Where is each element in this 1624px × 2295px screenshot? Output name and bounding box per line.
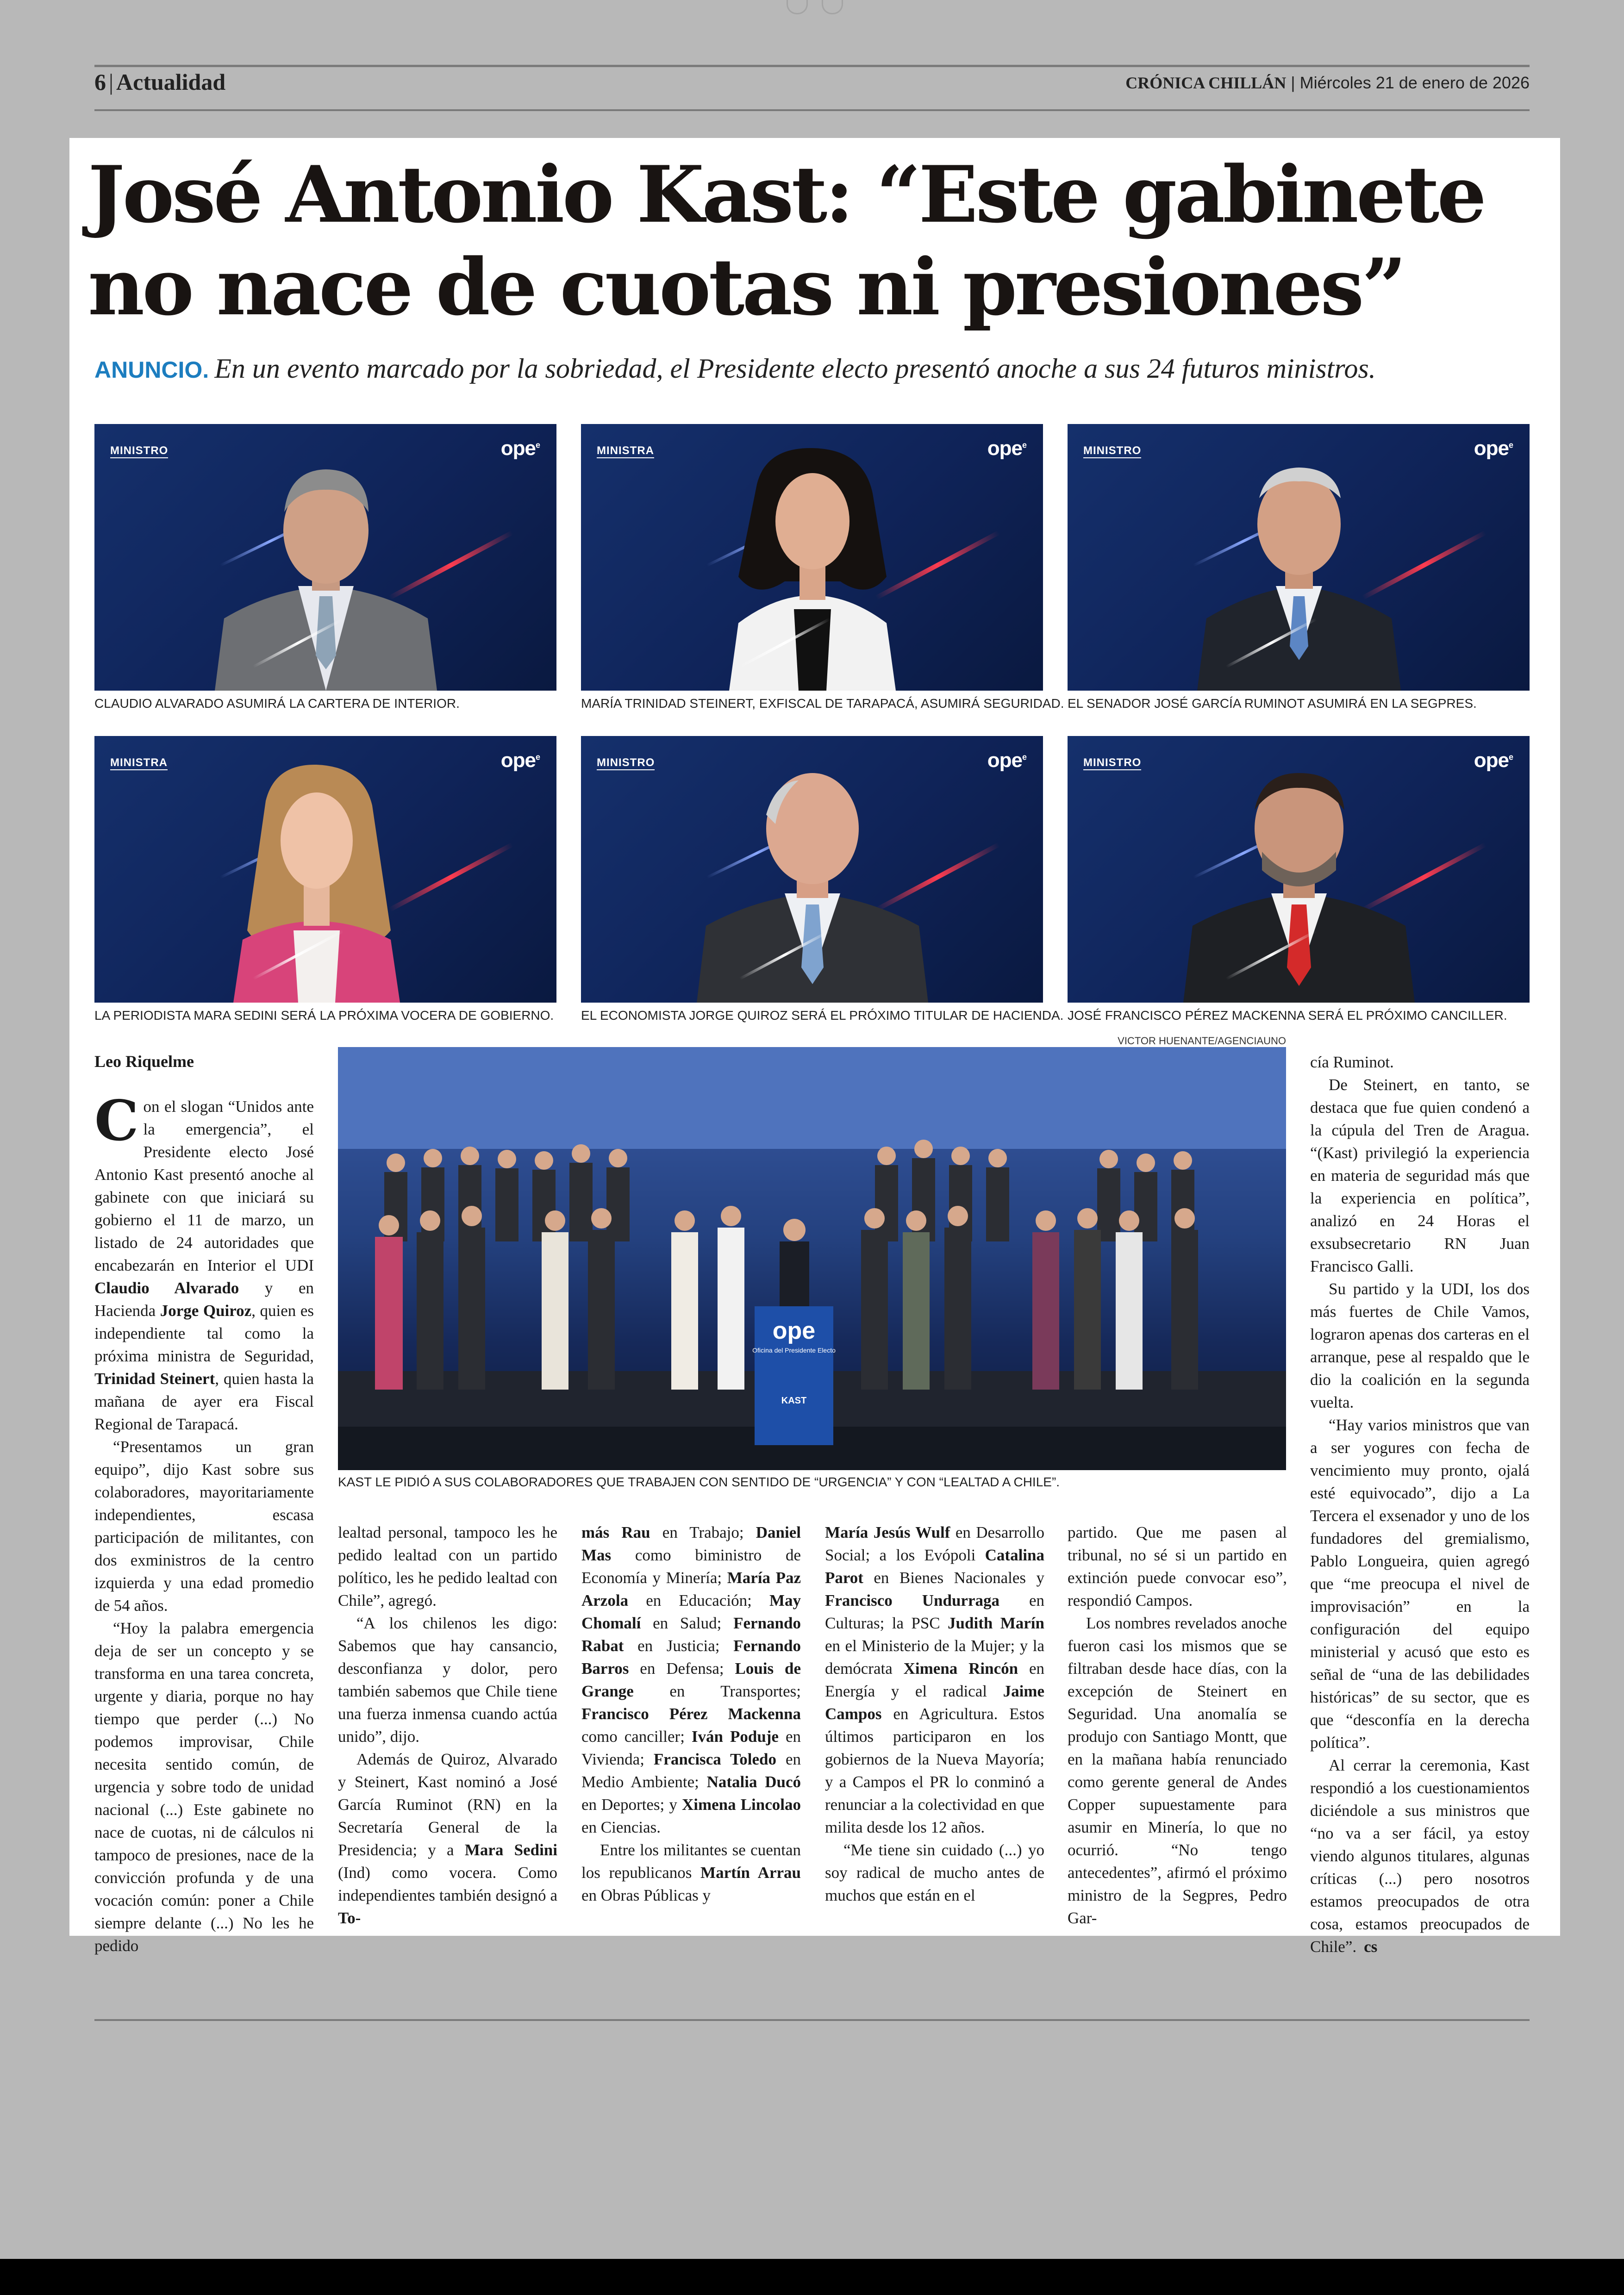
portrait-photo-sedini: MINISTRA ope$^e$ — [94, 736, 556, 1003]
man-portrait — [94, 424, 556, 691]
body-column-3: más Rau en Trabajo; Daniel Mas como biministro de Economía y Minería; María Paz Arzola en Educación; May Chomalí en Salud; Fernando Rabat en Justicia; Fernando Barros en Defensa; Louis de Grange en Transportes; Francisco Pérez Mackenna como canciller; Iván Poduje en Vivienda; Francisca Toledo en Medio Ambiente; Natalia Ducó en Deportes; y Ximena Lincolao en Ciencias. Entre los militantes se cuentan los republicanos Martín Arrau en Obras Públicas y — [581, 1523, 801, 1904]
main-photo-caption: KAST LE PIDIÓ A SUS COLABORADORES QUE TRABAJEN CON SENTIDO DE “URGENCIA” Y CON “LEALTAD A CHILE”. — [338, 1475, 1060, 1489]
man-portrait — [1068, 424, 1530, 691]
byline: Leo Riquelme — [94, 1052, 194, 1071]
portrait-photo-alvarado: MINISTRO ope$^e$ — [94, 424, 556, 691]
ope-logo: ope$^e$ — [987, 437, 1026, 460]
portrait-caption: LA PERIODISTA MARA SEDINI SERÁ LA PRÓXIMA VOCERA DE GOBIERNO. — [94, 1008, 554, 1023]
page-dot[interactable] — [822, 0, 843, 14]
portrait-caption: MARÍA TRINIDAD STEINERT, EXFISCAL DE TARAPACÁ, ASUMIRÁ SEGURIDAD. — [581, 696, 1064, 711]
podium-sub: Oficina del Presidente Electo — [752, 1347, 836, 1354]
viewer-bottom-bar — [0, 2259, 1624, 2295]
portrait-photo-garcia-ruminot: MINISTRO ope$^e$ — [1068, 424, 1530, 691]
body-column-6: cía Ruminot. De Steinert, en tanto, se destaca que fue quien condenó a la cúpula del Tren de Aragua. “(Kast) privilegió la experiencia en materia de seguridad más que la experiencia en política”, analizó en 24 Horas el exsubsecretario RN Juan Francisco Galli. Su partido y la UDI, los dos más fuertes de Chile Vamos, lograron apenas dos carteras en el arranque, pese al respaldo que le dio la coalición en la segunda vuelta. “Hay varios ministros que van a ser yogures con fecha de vencimiento muy pronto, ojalá esté equivocado”, dijo a La Tercera el exsenador y uno de los fundadores del gremialismo, Pablo Longueira, quien agregó que “me preocupa el nivel de improvisación” en la configuración del equipo ministerial y acusó que esto es señal de “una de las debilidades históricas” de su sector, que es que “desconfía en la derecha política”. Al cerrar la ceremonia, Kast respondió a los cuestionamientos diciéndole a sus ministros que “no va a ser fácil, ya estoy viendo algunos titulares, algunas críticas (...) pero nosotros estamos preocupados de otra cosa, estamos preocupados de Chile”. cs — [1310, 1053, 1530, 1956]
masthead-date: CRÓNICA CHILLÁN | Miércoles 21 de enero de 2026 — [1125, 73, 1530, 92]
header-bottom-rule — [94, 109, 1530, 111]
podium-logo: ope — [772, 1317, 816, 1344]
man-portrait — [1068, 736, 1530, 1003]
body-column-5: partido. Que me pasen al tribunal, no sé si un partido en extinción puede convocar eso”, respondió Campos. Los nombres revelados anoche fueron casi los mismos que se filtraban desde hace días, con la excepción de Steinert en Seguridad. Una anomalía se produjo con Santiago Montt, que en la mañana había renunciado como gerente general de Andes Copper supuestamente para asumir en Minería, lo que no ocurrió. “No tengo antecedentes”, afirmó el próximo ministro de la Segpres, Pedro Gar- — [1068, 1523, 1287, 1927]
end-mark: cs — [1364, 1938, 1378, 1956]
ope-logo: ope$^e$ — [500, 749, 540, 772]
body-column-4: María Jesús Wulf en Desarrollo Social; a los Evópoli Catalina Parot en Bienes Nacionales y Francisco Undurraga en Culturas; la PSC Judith Marín en el Ministerio de la Mujer; y la demócrata Ximena Rincón en Energía y el radical Jaime Campos en Agricultura. Estos últimos participaron en los gobiernos de la Nueva Mayoría; y a Campos el PR lo conminó a renunciar a la colectividad en que milita desde los 12 años. “Me tiene sin cuidado (...) yo soy radical de mucho antes de muchos que están en el — [825, 1523, 1044, 1904]
page-folio: 6 | Actualidad — [94, 69, 226, 95]
woman-portrait — [581, 424, 1043, 691]
portrait-caption: EL SENADOR JOSÉ GARCÍA RUMINOT ASUMIRÁ EN LA SEGPRES. — [1068, 696, 1477, 711]
cabinet-group-photo — [338, 1047, 1286, 1470]
viewer-page-indicators — [778, 0, 852, 17]
portrait-caption: EL ECONOMISTA JORGE QUIROZ SERÁ EL PRÓXIMO TITULAR DE HACIENDA. — [581, 1008, 1064, 1023]
podium-sign: KAST — [781, 1396, 807, 1406]
headline: José Antonio Kast: “Este gabinete no nace de cuotas ni presiones” — [88, 149, 1485, 333]
portrait-photo-quiroz: MINISTRO ope$^e$ — [581, 736, 1043, 1003]
page-dot[interactable] — [787, 0, 808, 14]
man-portrait — [581, 736, 1043, 1003]
header-top-rule — [94, 65, 1530, 67]
portrait-caption: JOSÉ FRANCISCO PÉREZ MACKENNA SERÁ EL PRÓXIMO CANCILLER. — [1068, 1008, 1507, 1023]
deck: ANUNCIO. En un evento marcado por la sobriedad, el Presidente electo presentó anoche a sus 24 futuros ministros. — [94, 353, 1376, 384]
kicker: ANUNCIO. — [94, 357, 209, 383]
footer-rule — [94, 2019, 1530, 2021]
ope-logo: ope$^e$ — [1474, 437, 1513, 460]
photo-credit: VICTOR HUENANTE/AGENCIAUNO — [1118, 1035, 1286, 1047]
portrait-photo-steinert: MINISTRA ope$^e$ — [581, 424, 1043, 691]
ope-logo: ope$^e$ — [987, 749, 1026, 772]
woman-portrait — [94, 736, 556, 1003]
portrait-photo-perez-mackenna: MINISTRO ope$^e$ — [1068, 736, 1530, 1003]
body-column-2: lealtad personal, tampoco les he pedido lealtad con un partido político, les he pedido lealtad con Chile”, agregó. “A los chilenos les digo: Sabemos que hay cansancio, desconfianza y dolor, pero también sabemos que Chile tiene una fuerza inmensa cuando actúa unido”, dijo. Además de Quiroz, Alvarado y Steinert, Kast nominó a José García Ruminot (RN) en la Secretaría General de la Presidencia; y a Mara Sedini (Ind) como vocera. Como independientes también designó a To- — [338, 1523, 557, 1927]
drop-cap: C — [94, 1088, 139, 1154]
portrait-caption: CLAUDIO ALVARADO ASUMIRÁ LA CARTERA DE INTERIOR. — [94, 696, 460, 711]
body-column-1: Con el slogan “Unidos ante la emergencia”, el Presidente electo José Antonio Kast presentó anoche al gabinete con que iniciará su gobierno el 11 de marzo, un listado de 24 autoridades que encabezarán en Interior el UDI Claudio Alvarado y en Hacienda Jorge Quiroz, quien es independiente tal como la próxima ministra de Seguridad, Trinidad Steinert, quien hasta la mañana de ayer era Fiscal Regional de Tarapacá. “Presentamos un gran equipo”, dijo Kast sobre sus colaboradores, mayoritariamente independientes, escasa participación de militantes, con dos exministros de la centro izquierda y una edad promedio de 54 años. “Hoy la palabra emergencia deja de ser un concepto y se transforma en una tarea concreta, urgente y diaria, porque no hay tiempo que perder (...) No podemos improvisar, Chile necesita sentido común, de urgencia y sobre todo de unidad nacional (...) Este gabinete no nace de cuotas, ni de cálculos ni tampoco de presiones, nace de la convicción profunda y de una vocación común: poner a Chile siempre delante (...) No les he pedido — [94, 1088, 314, 1955]
group-scene — [338, 1047, 1286, 1470]
ope-logo: ope$^e$ — [500, 437, 540, 460]
ope-logo: ope$^e$ — [1474, 749, 1513, 772]
